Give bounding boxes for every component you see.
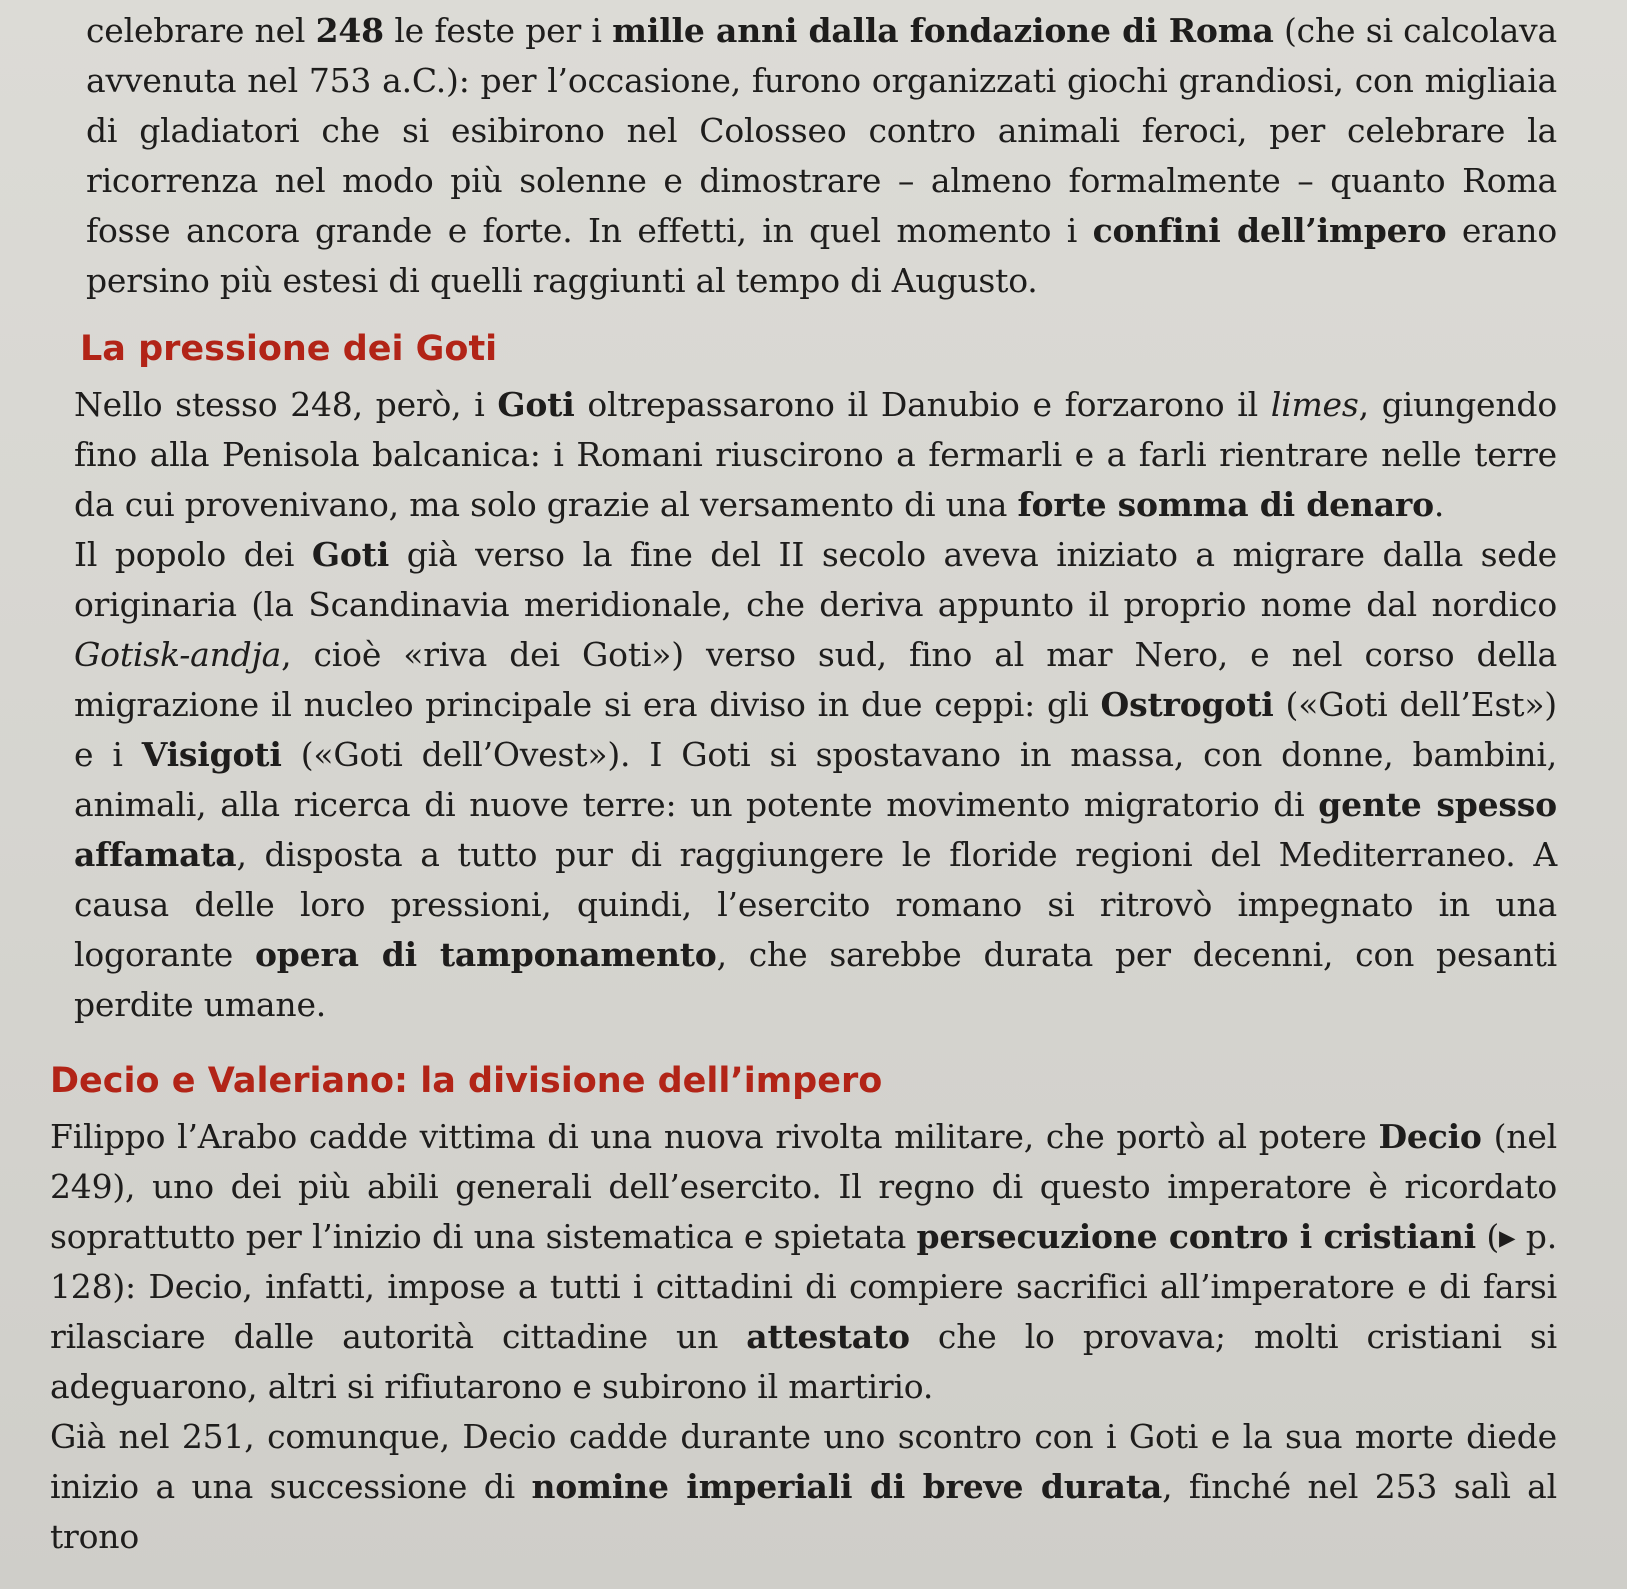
bold-term: opera di tamponamento xyxy=(255,935,717,974)
text-run: Filippo l’Arabo cadde vittima di una nuova rivolta militare, che portò al potere xyxy=(50,1117,1379,1156)
bold-term: Goti xyxy=(497,385,575,424)
paragraph-goti-2 xyxy=(74,530,1557,1030)
bold-term: Decio xyxy=(1378,1117,1482,1156)
text-run: Il popolo dei xyxy=(74,535,312,574)
section-heading-goti: La pressione dei Goti xyxy=(80,329,498,369)
section-goti-body xyxy=(40,380,1557,1030)
bold-term: Ostrogoti xyxy=(1100,685,1274,724)
italic-term: Gotisk-andja xyxy=(74,635,282,674)
text-run: oltrepassarono il Danubio e forzarono il xyxy=(574,385,1271,424)
text-run: . xyxy=(1433,485,1445,524)
bold-term: persecuzione contro i cristiani xyxy=(916,1217,1476,1256)
bold-term: mille anni dalla fondazione di Roma xyxy=(612,11,1274,50)
bold-term: 248 xyxy=(315,11,384,50)
paragraph-goti-1 xyxy=(74,380,1557,530)
text-run: Nello stesso 248, però, i xyxy=(74,385,498,424)
intro-paragraph xyxy=(40,6,1557,306)
intro-text xyxy=(86,6,1557,306)
bold-term: nomine imperiali di breve durata xyxy=(531,1467,1163,1506)
italic-term: limes xyxy=(1270,385,1359,424)
text-run: celebrare nel xyxy=(86,11,316,50)
text-run: Già nel 251, comunque, Decio cadde durante uno scontro con i Goti e la sua morte diede inizio a una successione di xyxy=(50,1417,1557,1506)
text-run: già verso la fine del II secolo aveva iniziato a migrare dalla sede originaria (la Scandinavia meridionale, che deriva appunto il proprio nome dal nordico xyxy=(74,535,1557,624)
bold-term: Goti xyxy=(311,535,390,574)
section-decio-body xyxy=(40,1112,1557,1562)
text-run: , cioè «riva dei Goti») verso sud, fino al mar Nero, e nel corso della migrazione il nucleo principale si era diviso in due ceppi: gli xyxy=(74,635,1557,724)
bold-term: gente spesso affamata xyxy=(74,785,1557,874)
bold-term: Visigoti xyxy=(141,735,282,774)
text-run: , giungendo fino alla Penisola balcanica: i Romani riuscirono a fermarli e a farli rientrare nelle terre da cui provenivano, ma solo grazie al versamento di una xyxy=(74,385,1557,524)
section-heading-decio: Decio e Valeriano: la divisione dell’impero xyxy=(50,1061,883,1101)
text-run: , finché nel 253 salì al trono xyxy=(50,1467,1557,1556)
text-run: le feste per i xyxy=(383,11,613,50)
text-run: (▸ p. 128): Decio, infatti, impose a tutti i cittadini di compiere sacrifici all’imperatore e di farsi rilasciare dalle autorità cittadine un xyxy=(50,1217,1557,1356)
paragraph-decio-2 xyxy=(50,1412,1557,1562)
text-run: («Goti dell’Est») e i xyxy=(74,685,1557,774)
text-run: (che si calcolava avvenuta nel 753 a.C.): per l’occasione, furono organizzati giochi grandiosi, con migliaia di gladiatori che si esibirono nel Colosseo contro animali feroci, per celebrare la ricorrenza nel modo più solenne e dimostrare – almeno formalmente – quanto Roma fosse ancora grande e forte. In effetti, in quel momento i xyxy=(86,11,1557,250)
text-run: erano persino più estesi di quelli raggiunti al tempo di Augusto. xyxy=(86,211,1557,300)
bold-term: confini dell’impero xyxy=(1092,211,1447,250)
text-run: , che sarebbe durata per decenni, con pesanti perdite umane. xyxy=(74,935,1557,1024)
paragraph-decio-1 xyxy=(50,1112,1557,1412)
bold-term: attestato xyxy=(746,1317,910,1356)
text-run: che lo provava; molti cristiani si adeguarono, altri si rifiutarono e subirono il martirio. xyxy=(50,1317,1557,1406)
text-run: (nel 249), uno dei più abili generali dell’esercito. Il regno di questo imperatore è ricordato soprattutto per l’inizio di una sistematica e spietata xyxy=(50,1117,1557,1256)
text-run: («Goti dell’Ovest»). I Goti si spostavano in massa, con donne, bambini, animali, alla ricerca di nuove terre: un potente movimento migratorio di xyxy=(74,735,1557,824)
text-run: , disposta a tutto pur di raggiungere le floride regioni del Mediterraneo. A causa delle loro pressioni, quindi, l’esercito romano si ritrovò impegnato in una logorante xyxy=(74,835,1557,974)
bold-term: forte somma di denaro xyxy=(1017,485,1434,524)
